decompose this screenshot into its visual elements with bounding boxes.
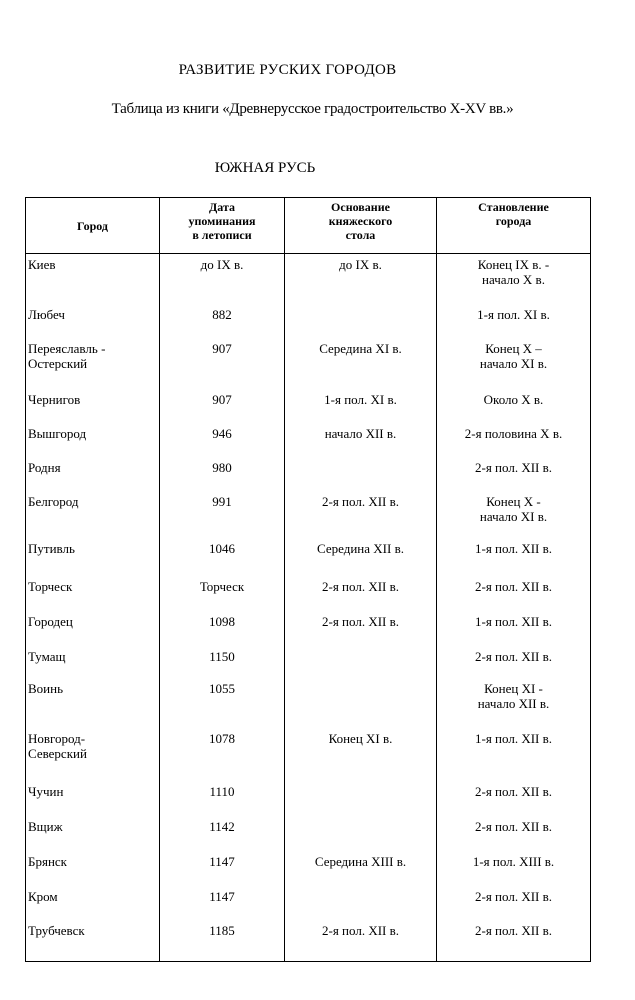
header-city: Город (26, 198, 160, 254)
cell-date: 1055 (160, 679, 285, 729)
table-row (26, 884, 591, 919)
cell-formation: 2-я половина X в. (437, 421, 591, 455)
header-date: Дата упоминания в летописи (160, 198, 285, 254)
cell-city: Чучин (26, 779, 160, 814)
table-row (26, 387, 591, 421)
table-row (26, 254, 591, 303)
cell-foundation: 2-я пол. XII в. (285, 919, 437, 962)
cell-foundation (285, 455, 437, 489)
cell-date: 1147 (160, 849, 285, 884)
cell-formation: 2-я пол. XII в. (437, 779, 591, 814)
cell-date: 882 (160, 302, 285, 336)
cell-city: Любеч (26, 302, 160, 336)
region-heading: ЮЖНАЯ РУСЬ (214, 160, 316, 176)
cell-date: 1046 (160, 539, 285, 574)
cell-foundation: Середина XIII в. (285, 849, 437, 884)
cell-city: Белгород (26, 489, 160, 539)
cell-formation: 2-я пол. XII в. (437, 919, 591, 962)
cell-formation: 1-я пол. XI в. (437, 302, 591, 336)
cell-foundation: Середина XI в. (285, 336, 437, 387)
cell-formation: Конец IX в. - начало X в. (437, 254, 591, 303)
cell-date: 1078 (160, 729, 285, 779)
cell-city: Кром (26, 884, 160, 919)
cell-formation: 1-я пол. XII в. (437, 609, 591, 644)
cell-city: Воинь (26, 679, 160, 729)
header-foundation: Основание княжеского стола (285, 198, 437, 254)
table-row (26, 574, 591, 609)
cell-date: 907 (160, 336, 285, 387)
cell-foundation: Конец XI в. (285, 729, 437, 779)
cell-city: Путивль (26, 539, 160, 574)
cell-foundation: 2-я пол. XII в. (285, 489, 437, 539)
cell-city: Чернигов (26, 387, 160, 421)
cell-formation: Около X в. (437, 387, 591, 421)
cell-foundation: Середина XII в. (285, 539, 437, 574)
cell-city: Переяславль - Остерский (26, 336, 160, 387)
cell-formation: 1-я пол. XII в. (437, 539, 591, 574)
header-formation: Становление города (437, 198, 591, 254)
cell-foundation: начало XII в. (285, 421, 437, 455)
table-row (26, 302, 591, 336)
cell-city: Киев (26, 254, 160, 303)
cell-formation: Конец X - начало XI в. (437, 489, 591, 539)
table-row (26, 455, 591, 489)
cell-date: 991 (160, 489, 285, 539)
cell-city: Вщиж (26, 814, 160, 849)
cell-formation: 2-я пол. XII в. (437, 884, 591, 919)
cell-city: Торческ (26, 574, 160, 609)
cell-city: Трубчевск (26, 919, 160, 962)
cell-formation: 2-я пол. XII в. (437, 644, 591, 679)
cell-city: Городец (26, 609, 160, 644)
cell-foundation (285, 644, 437, 679)
cell-date: 1147 (160, 884, 285, 919)
cell-formation: Конец XI - начало XII в. (437, 679, 591, 729)
cell-date: 1098 (160, 609, 285, 644)
cell-foundation (285, 884, 437, 919)
cell-date: 1150 (160, 644, 285, 679)
table-row (26, 421, 591, 455)
cell-city: Родня (26, 455, 160, 489)
cell-date: 907 (160, 387, 285, 421)
cell-foundation: 2-я пол. XII в. (285, 609, 437, 644)
cell-foundation (285, 779, 437, 814)
cell-date: 1110 (160, 779, 285, 814)
cell-city: Тумащ (26, 644, 160, 679)
cell-date: 1185 (160, 919, 285, 962)
page-title: РАЗВИТИЕ РУСКИХ ГОРОДОВ (178, 62, 397, 78)
table-row (26, 336, 591, 387)
table-header-row (26, 198, 591, 254)
cities-table (25, 197, 591, 962)
cell-foundation (285, 814, 437, 849)
cell-city: Вышгород (26, 421, 160, 455)
cell-formation: 2-я пол. XII в. (437, 574, 591, 609)
table-row (26, 849, 591, 884)
cell-foundation (285, 679, 437, 729)
table-row (26, 489, 591, 539)
table-row (26, 729, 591, 779)
table-row (26, 779, 591, 814)
cell-formation: 1-я пол. XII в. (437, 729, 591, 779)
table-row (26, 609, 591, 644)
table-row (26, 644, 591, 679)
cell-foundation: до IX в. (285, 254, 437, 303)
cell-date: Торческ (160, 574, 285, 609)
cell-date: 980 (160, 455, 285, 489)
cell-foundation: 1-я пол. XI в. (285, 387, 437, 421)
page-subtitle: Таблица из книги «Древнерусское градостроительство X-XV вв.» (111, 101, 514, 117)
cell-date: 1142 (160, 814, 285, 849)
cell-city: Новгород- Северский (26, 729, 160, 779)
table-row (26, 814, 591, 849)
cell-foundation (285, 302, 437, 336)
cell-formation: 2-я пол. XII в. (437, 455, 591, 489)
cell-formation: 1-я пол. XIII в. (437, 849, 591, 884)
table-row (26, 679, 591, 729)
cell-date: 946 (160, 421, 285, 455)
cell-formation: Конец X – начало XI в. (437, 336, 591, 387)
table-row (26, 539, 591, 574)
cell-date: до IX в. (160, 254, 285, 303)
cell-city: Брянск (26, 849, 160, 884)
cell-foundation: 2-я пол. XII в. (285, 574, 437, 609)
cell-formation: 2-я пол. XII в. (437, 814, 591, 849)
table-row (26, 919, 591, 962)
